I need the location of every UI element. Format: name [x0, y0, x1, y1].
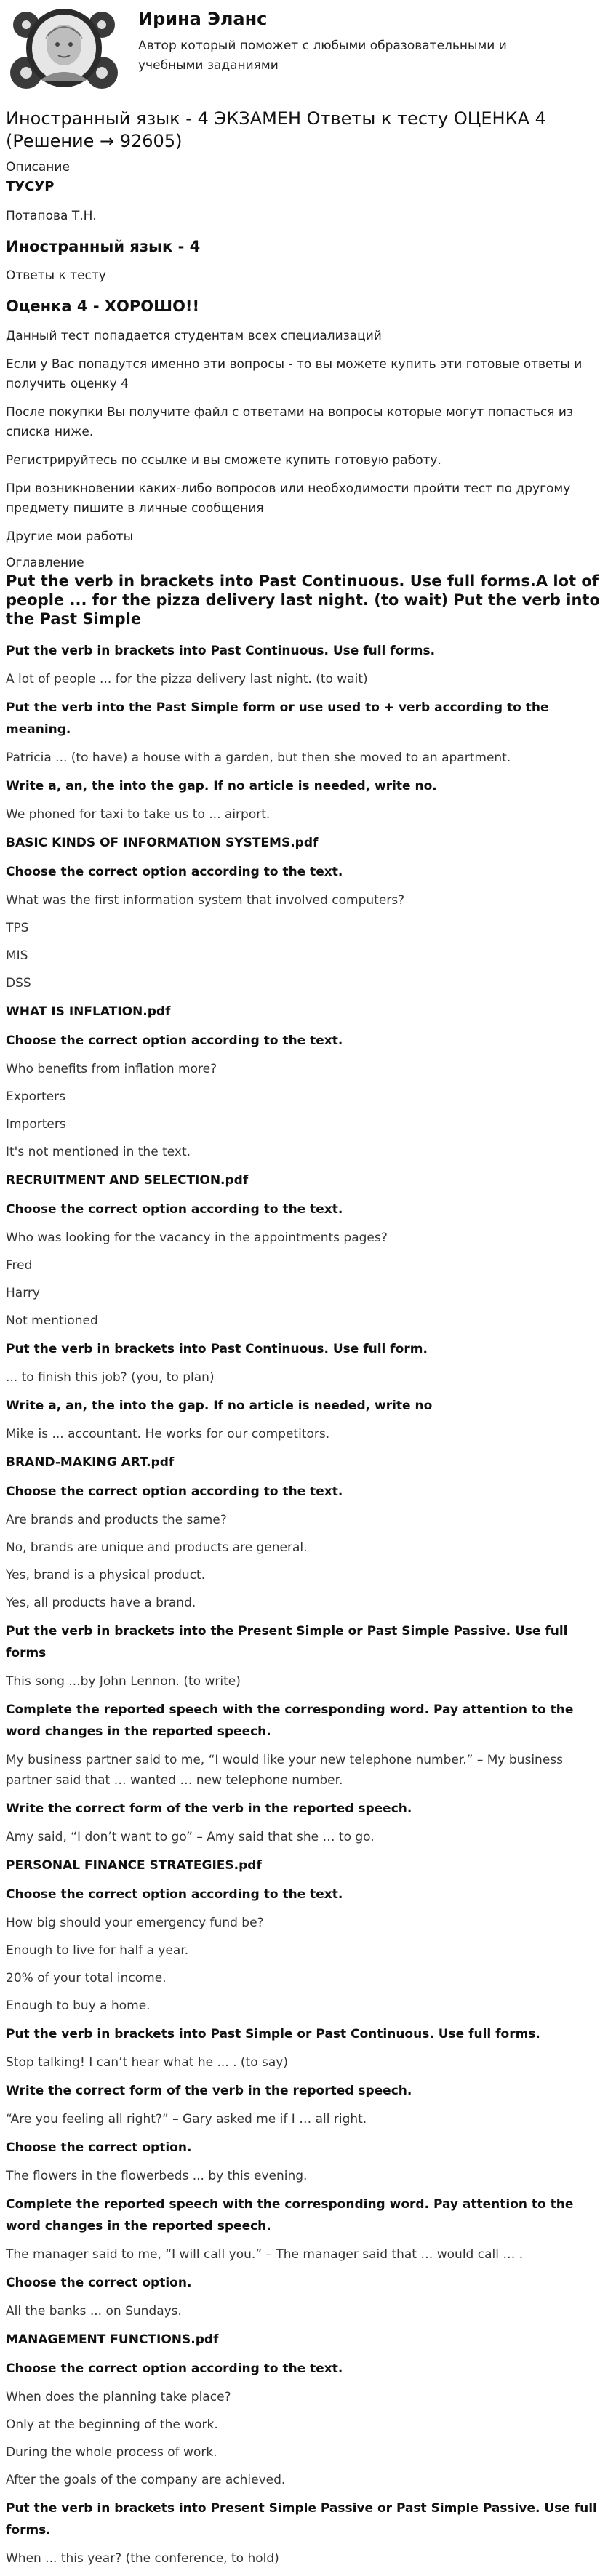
question-text: Amy said, “I don’t want to go” – Amy said that she … to go.: [6, 1830, 375, 1844]
question-text: The flowers in the flowerbeds ... by this evening.: [6, 2169, 308, 2183]
question-text: TPS: [6, 921, 29, 935]
question-text: We phoned for taxi to take us to ... airport.: [6, 807, 271, 822]
question-heading: Complete the reported speech with the corresponding word. Pay attention to the word changes in the reported speech.: [6, 2197, 574, 2233]
questions-list: [6, 640, 602, 2569]
question-text: The manager said to me, “I will call you.” – The manager said that … would call … .: [6, 2247, 524, 2262]
question-text: Yes, brand is a physical product.: [6, 1568, 206, 1583]
question-text: A lot of people ... for the pizza delivery last night. (to wait): [6, 672, 368, 687]
question-heading: Put the verb into the Past Simple form or use used to + verb according to the meaning.: [6, 700, 549, 737]
question-text: Yes, all products have a brand.: [6, 1596, 196, 1610]
file-name-heading: BRAND-MAKING ART.pdf: [6, 1455, 175, 1470]
question-heading: Choose the correct option.: [6, 2140, 192, 2155]
subject: Иностранный язык - 4: [6, 238, 201, 255]
question-text: Enough to buy a home.: [6, 1999, 151, 2013]
question-heading: Complete the reported speech with the corresponding word. Pay attention to the word changes in the reported speech.: [6, 1703, 574, 1739]
question-text: Fred: [6, 1258, 33, 1273]
type-label: Ответы к тесту: [6, 268, 106, 283]
question-text: 20% of your total income.: [6, 1971, 167, 1985]
question-text: Mike is ... accountant. He works for our competitors.: [6, 1427, 330, 1441]
question-heading: Put the verb in brackets into Past Simple or Past Continuous. Use full forms.: [6, 2027, 540, 2041]
question-text: It's not mentioned in the text.: [6, 1145, 191, 1159]
question-text: Who benefits from inflation more?: [6, 1062, 217, 1076]
question-text: What was the first information system that involved computers?: [6, 893, 405, 908]
grade: Оценка 4 - ХОРОШО!!: [6, 297, 200, 315]
question-text: ... to finish this job? (you, to plan): [6, 1370, 215, 1385]
question-heading: Choose the correct option.: [6, 2276, 192, 2290]
question-heading: Put the verb in brackets into Past Continuous. Use full form.: [6, 1342, 428, 1356]
question-heading: Put the verb in brackets into Past Continuous. Use full forms.: [6, 644, 436, 658]
question-heading: Choose the correct option according to the text.: [6, 865, 343, 879]
page-title: Иностранный язык - 4 ЭКЗАМЕН Ответы к тесту ОЦЕНКА 4 (Решение → 92605): [6, 108, 546, 151]
paragraph: Данный тест попадается студентам всех специализаций: [6, 329, 382, 343]
question-text: DSS: [6, 976, 31, 991]
file-name-heading: RECRUITMENT AND SELECTION.pdf: [6, 1173, 249, 1188]
question-heading: Write a, an, the into the gap. If no article is needed, write no.: [6, 779, 437, 793]
question-text: All the banks ... on Sundays.: [6, 2304, 182, 2319]
question-heading: Choose the correct option according to the text.: [6, 2361, 343, 2376]
question-text: MIS: [6, 948, 28, 963]
question-heading: Put the verb in brackets into Present Simple Passive or Past Simple Passive. Use full forms.: [6, 2501, 597, 2537]
question-text: Only at the beginning of the work.: [6, 2417, 218, 2432]
other-works-link[interactable]: Другие мои работы: [6, 529, 134, 544]
question-text: Exporters: [6, 1089, 65, 1104]
film-reel-avatar-icon: [6, 6, 122, 92]
file-name-heading: WHAT IS INFLATION.pdf: [6, 1004, 171, 1019]
teacher: Потапова Т.Н.: [6, 209, 97, 223]
question-text: Patricia ... (to have) a house with a garden, but then she moved to an apartment.: [6, 751, 511, 765]
question-text: During the whole process of work.: [6, 2445, 217, 2460]
question-text: How big should your emergency fund be?: [6, 1916, 264, 1930]
question-text: No, brands are unique and products are general.: [6, 1540, 308, 1555]
question-text: This song ...by John Lennon. (to write): [6, 1674, 241, 1689]
question-heading: Write the correct form of the verb in the reported speech.: [6, 1801, 412, 1816]
question-text: When ... this year? (the conference, to hold): [6, 2551, 279, 2566]
question-text: Enough to live for half a year.: [6, 1943, 189, 1958]
author-card: [6, 0, 610, 96]
question-text: Are brands and products the same?: [6, 1513, 227, 1527]
question-text: My business partner said to me, “I would like your new telephone number.” – My business partner said that … wanted … new telephone number.: [6, 1753, 563, 1788]
paragraph: Если у Вас попадутся именно эти вопросы - то вы можете купить эти готовые ответы и получить оценку 4: [6, 357, 583, 391]
description-label: Описание: [6, 160, 70, 175]
question-heading: Choose the correct option according to the text.: [6, 1033, 343, 1048]
file-name-heading: PERSONAL FINANCE STRATEGIES.pdf: [6, 1858, 262, 1873]
toc-label: Оглавление: [6, 556, 84, 570]
question-heading: Write a, an, the into the gap. If no article is needed, write no: [6, 1399, 433, 1413]
question-heading: Choose the correct option according to the text.: [6, 1887, 343, 1902]
question-text: When does the planning take place?: [6, 2390, 231, 2404]
question-text: Importers: [6, 1117, 66, 1132]
question-text: Who was looking for the vacancy in the appointments pages?: [6, 1231, 388, 1245]
toc-heading: Put the verb in brackets into Past Continuous. Use full forms.A lot of people ... for the pizza delivery last night. (to wait) Put the verb into the Past Simple: [6, 572, 600, 628]
question-text: “Are you feeling all right?” – Gary asked me if I … all right.: [6, 2112, 367, 2127]
question-heading: Choose the correct option according to the text.: [6, 1484, 343, 1499]
author-description: Автор который поможет с любыми образовательными и учебными заданиями: [138, 39, 507, 73]
university: ТУСУР: [6, 179, 55, 194]
question-heading: Choose the correct option according to the text.: [6, 1202, 343, 1217]
avatar[interactable]: [6, 6, 122, 92]
question-text: Stop talking! I can’t hear what he ... . (to say): [6, 2055, 288, 2070]
paragraph: При возникновении каких-либо вопросов или необходимости пройти тест по другому предмету пишите в личные сообщения: [6, 481, 571, 516]
question-text: Harry: [6, 1286, 40, 1300]
question-text: After the goals of the company are achieved.: [6, 2473, 286, 2487]
question-heading: Write the correct form of the verb in the reported speech.: [6, 2084, 412, 2098]
author-name[interactable]: Ирина Эланс: [138, 9, 268, 29]
question-heading: Put the verb in brackets into the Present Simple or Past Simple Passive. Use full forms: [6, 1624, 568, 1660]
file-name-heading: MANAGEMENT FUNCTIONS.pdf: [6, 2332, 219, 2347]
registration-link-paragraph[interactable]: Регистрируйтесь по ссылке и вы сможете купить готовую работу.: [6, 453, 441, 468]
question-text: Not mentioned: [6, 1313, 98, 1328]
file-name-heading: BASIC KINDS OF INFORMATION SYSTEMS.pdf: [6, 836, 319, 850]
paragraph: После покупки Вы получите файл с ответами на вопросы которые могут попасться из списка ниже.: [6, 405, 573, 439]
